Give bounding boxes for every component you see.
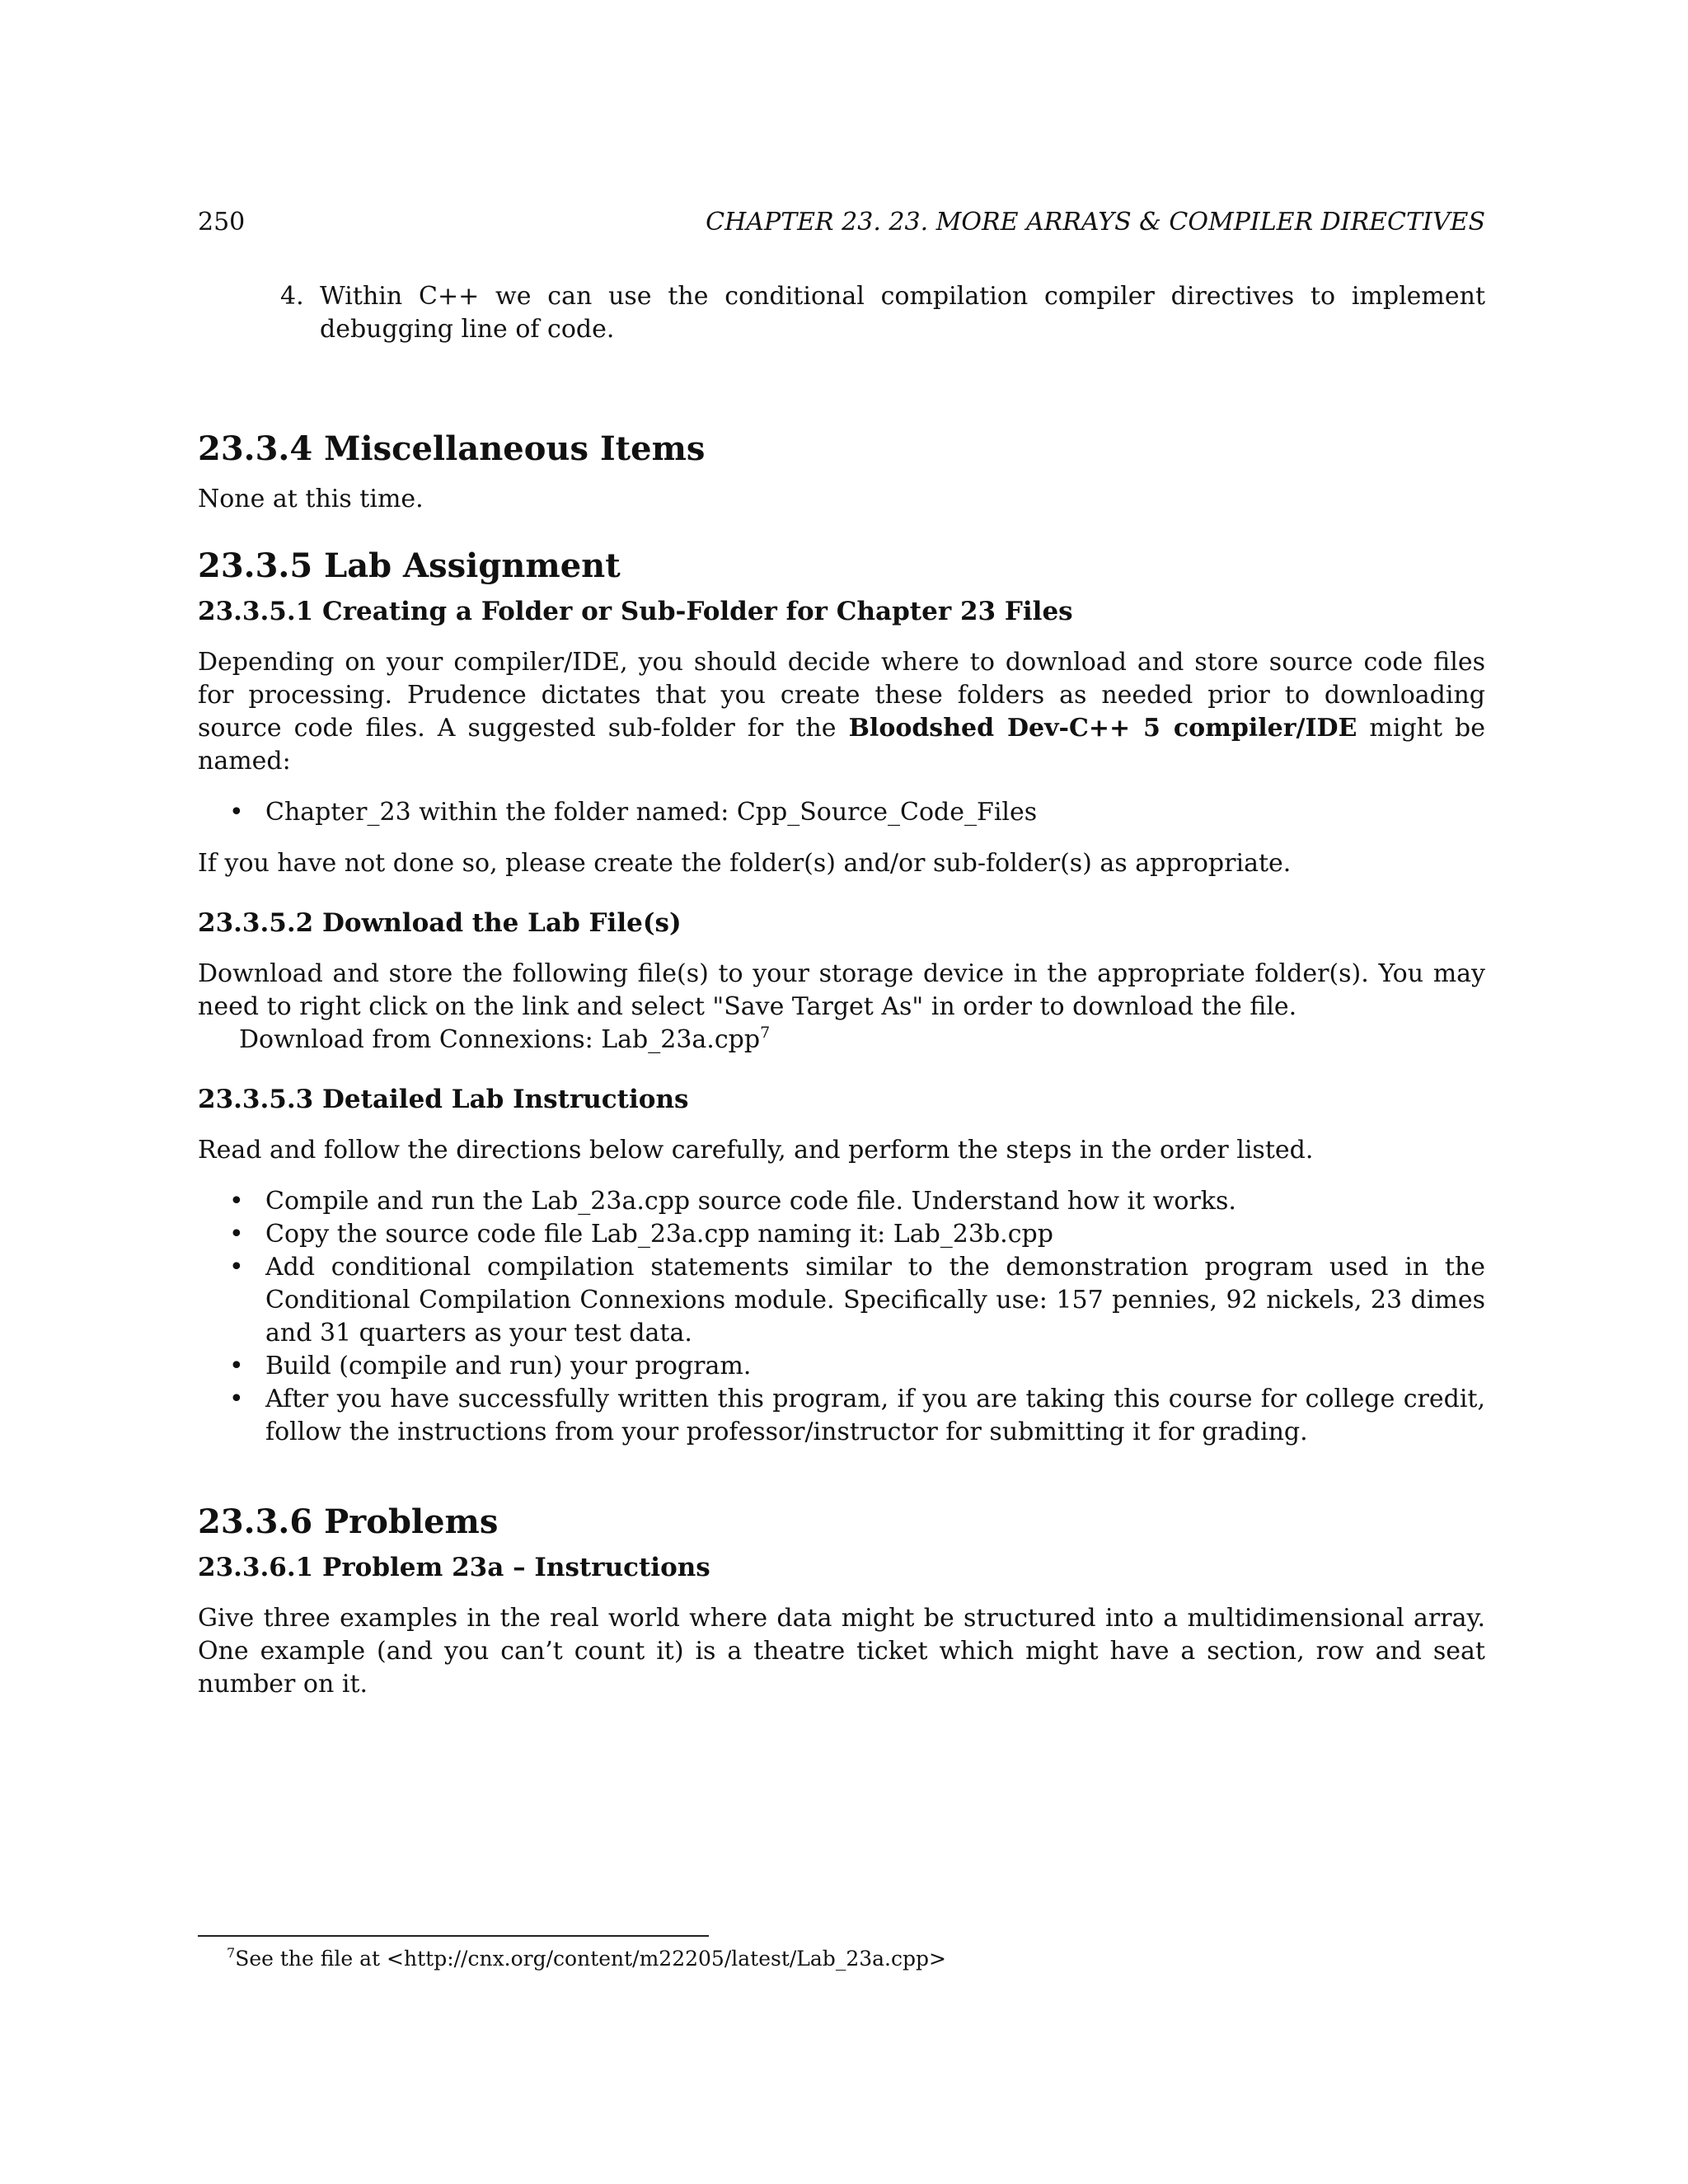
bullet-icon: •: [229, 1220, 244, 1249]
folder-paragraph: [198, 646, 1485, 778]
step-text: Compile and run the Lab_23a.cpp source code file. Understand how it works.: [265, 1187, 1236, 1216]
problems-heading: 23.3.6 Problems: [198, 1502, 499, 1541]
footnote: [227, 1945, 946, 1973]
chapter-title: CHAPTER 23. 23. MORE ARRAYS & COMPILER DIRECTIVES: [706, 208, 1485, 237]
misc-text: None at this time.: [198, 485, 424, 513]
download-line: [198, 1024, 1485, 1057]
list-item: [198, 1218, 1485, 1251]
bullet-icon: •: [229, 1253, 244, 1282]
download-link[interactable]: Download from Connexions: Lab_23a.cpp: [239, 1025, 761, 1054]
step-text: Copy the source code file Lab_23a.cpp naming it: Lab_23b.cpp: [265, 1220, 1053, 1249]
list-item: [198, 1251, 1485, 1350]
page-number: 250: [198, 208, 246, 237]
instructions-list: [198, 1185, 1485, 1449]
folder-heading: 23.3.5.1 Creating a Folder or Sub-Folder for Chapter 23 Files: [198, 597, 1073, 626]
footnote-rule: [198, 1935, 709, 1937]
problem-heading: 23.3.6.1 Problem 23a – Instructions: [198, 1553, 710, 1582]
download-paragraph: Download and store the following file(s) to your storage device in the appropriate folder(s). You may need to right click on the link and select "Save Target As" in order to download the file.: [198, 959, 1485, 1021]
item-text: Within C++ we can use the conditional compilation compiler directives to implement debugging line of code.: [320, 282, 1485, 344]
item-number: 4.: [280, 282, 304, 311]
download-heading: 23.3.5.2 Download the Lab File(s): [198, 908, 682, 938]
enumerated-item: [198, 280, 1485, 346]
list-item: [198, 1350, 1485, 1383]
bullet-text: Chapter_23 within the folder named: Cpp_Source_Code_Files: [265, 798, 1038, 827]
bullet-icon: •: [229, 798, 244, 827]
misc-heading: 23.3.4 Miscellaneous Items: [198, 429, 706, 468]
problem-text: Give three examples in the real world where data might be structured into a multidimensional array. One example (and you can’t count it) is a theatre ticket which might have a section, row and seat number on it.: [198, 1604, 1485, 1699]
instructions-intro: Read and follow the directions below carefully, and perform the steps in the order listed.: [198, 1136, 1314, 1165]
instructions-heading: 23.3.5.3 Detailed Lab Instructions: [198, 1085, 689, 1114]
folder-text-after: might be named:: [198, 714, 1485, 776]
list-item: [198, 1185, 1485, 1218]
step-text: Build (compile and run) your program.: [265, 1352, 752, 1380]
footnote-number: 7: [227, 1945, 236, 1961]
lab-heading: 23.3.5 Lab Assignment: [198, 546, 621, 585]
bullet-icon: •: [229, 1187, 244, 1216]
folder-text-before: Depending on your compiler/IDE, you should decide where to download and store source code files for processing. Prudence dictates that you create these folders as needed prior to downloading source code files. A suggested sub-folder for the: [198, 648, 1485, 743]
running-header: [198, 198, 1485, 247]
compiler-name: Bloodshed Dev-C++ 5 compiler/IDE: [848, 714, 1357, 743]
bullet-icon: •: [229, 1385, 244, 1413]
list-item: [198, 796, 1485, 829]
folder-closing: If you have not done so, please create the folder(s) and/or sub-folder(s) as appropriate.: [198, 849, 1292, 878]
step-text: Add conditional compilation statements similar to the demonstration program used in the Conditional Compilation Connexions module. Specifically use: 157 pennies, 92 nickels, 23 dimes and 31 quarters as your test data.: [265, 1253, 1485, 1347]
footnote-text: See the file at <http://cnx.org/content/m22205/latest/Lab_23a.cpp>: [235, 1947, 946, 1971]
step-text: After you have successfully written this program, if you are taking this course for college credit, follow the instructions from your professor/instructor for submitting it for grading.: [265, 1385, 1485, 1446]
folder-bullet-list: [198, 796, 1485, 829]
document-page: [198, 198, 1485, 1701]
footnote-marker: 7: [760, 1024, 771, 1042]
list-item: [198, 1383, 1485, 1449]
bullet-icon: •: [229, 1352, 244, 1380]
